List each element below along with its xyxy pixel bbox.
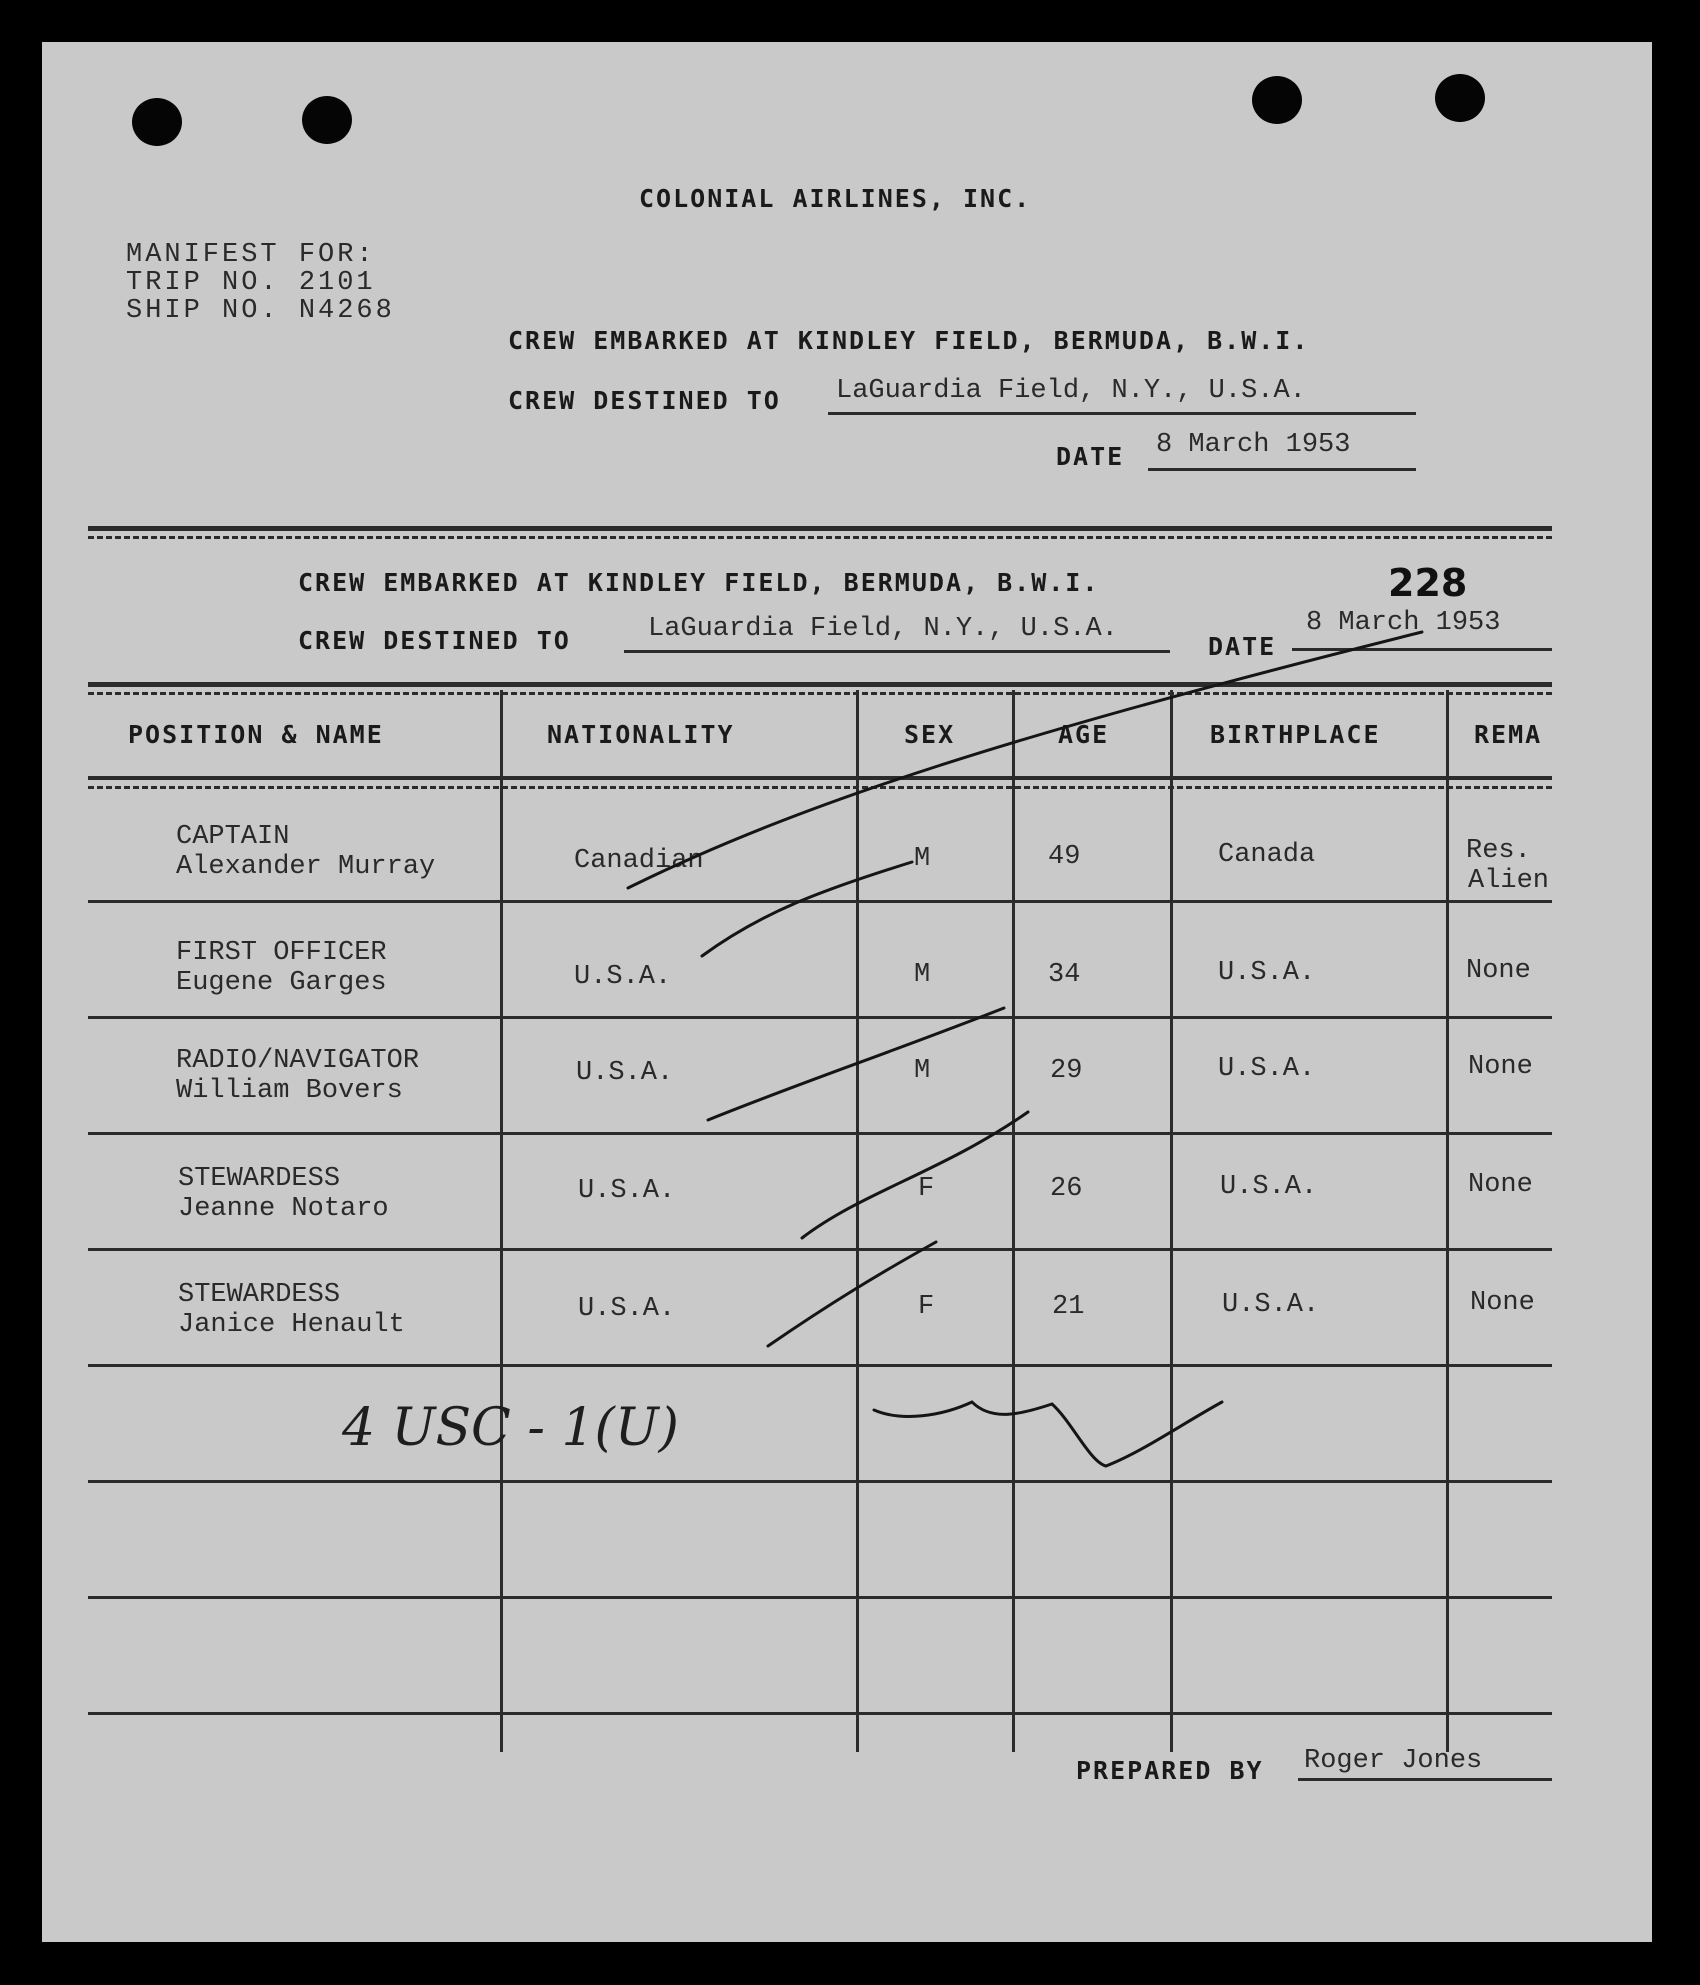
col-position-name: POSITION & NAME — [128, 720, 384, 749]
date-label-second: DATE — [1208, 632, 1277, 661]
row-name: Eugene Garges — [176, 968, 387, 998]
row-position: STEWARDESS — [178, 1280, 341, 1310]
date-top: 8 March 1953 — [1156, 430, 1351, 460]
check-stroke — [708, 1008, 1004, 1120]
col-birthplace: BIRTHPLACE — [1210, 720, 1381, 749]
destined-label-top: CREW DESTINED TO — [508, 386, 781, 415]
destination-top: LaGuardia Field, N.Y., U.S.A. — [836, 376, 1306, 406]
row-position: FIRST OFFICER — [176, 938, 387, 968]
col-age: AGE — [1058, 720, 1110, 749]
row-name: Alexander Murray — [176, 852, 436, 882]
prepared-by-label: PREPARED BY — [1076, 1756, 1264, 1785]
row-position: RADIO/NAVIGATOR — [176, 1046, 420, 1076]
row-name: William Bovers — [176, 1076, 403, 1106]
row-remarks: None — [1470, 1288, 1535, 1318]
date-label-top: DATE — [1056, 442, 1125, 471]
row-remarks: None — [1468, 1170, 1533, 1200]
row-sex: M — [914, 1056, 931, 1086]
check-stroke — [702, 862, 912, 956]
row-remarks: None — [1466, 956, 1531, 986]
destined-label-second: CREW DESTINED TO — [298, 626, 571, 655]
check-stroke — [802, 1112, 1028, 1238]
date-second: 8 March 1953 — [1306, 608, 1501, 638]
row-position: CAPTAIN — [176, 822, 290, 852]
check-stroke — [768, 1242, 936, 1346]
row-age: 34 — [1048, 960, 1081, 990]
row-remarks: Alien — [1468, 866, 1550, 896]
handwritten-checkmarks — [42, 42, 1652, 1942]
col-sex: SEX — [904, 720, 956, 749]
row-nationality: U.S.A. — [578, 1176, 676, 1206]
row-nationality: Canadian — [574, 846, 704, 876]
row-nationality: U.S.A. — [574, 962, 672, 992]
row-sex: F — [918, 1292, 935, 1322]
row-birthplace: U.S.A. — [1220, 1172, 1318, 1202]
trip-number: TRIP NO. 2101 — [126, 268, 376, 298]
manifest-sheet — [42, 42, 1652, 1942]
row-age: 21 — [1052, 1292, 1085, 1322]
row-birthplace: U.S.A. — [1222, 1290, 1320, 1320]
row-birthplace: U.S.A. — [1218, 1054, 1316, 1084]
manifest-label: MANIFEST FOR: — [126, 240, 376, 270]
row-sex: F — [918, 1174, 935, 1204]
prepared-by-name: Roger Jones — [1304, 1746, 1483, 1776]
company-title: COLONIAL AIRLINES, INC. — [639, 184, 1032, 213]
col-nationality: NATIONALITY — [547, 720, 735, 749]
row-birthplace: U.S.A. — [1218, 958, 1316, 988]
signature-stroke — [874, 1402, 1222, 1466]
destination-second: LaGuardia Field, N.Y., U.S.A. — [648, 614, 1118, 644]
row-name: Jeanne Notaro — [178, 1194, 389, 1224]
col-remarks: REMA — [1474, 720, 1543, 749]
row-sex: M — [914, 844, 931, 874]
row-remarks: Res. — [1466, 836, 1531, 866]
ship-number: SHIP NO. N4268 — [126, 296, 395, 326]
row-nationality: U.S.A. — [576, 1058, 674, 1088]
row-position: STEWARDESS — [178, 1164, 341, 1194]
row-age: 29 — [1050, 1056, 1083, 1086]
embarked-at-top: CREW EMBARKED AT KINDLEY FIELD, BERMUDA, B.W.I. — [508, 326, 1310, 355]
row-nationality: U.S.A. — [578, 1294, 676, 1324]
row-age: 49 — [1048, 842, 1081, 872]
handwritten-note: 4 USC - 1(U) — [342, 1398, 679, 1458]
long-diagonal-stroke — [628, 632, 1422, 888]
row-sex: M — [914, 960, 931, 990]
row-age: 26 — [1050, 1174, 1083, 1204]
embarked-at-second: CREW EMBARKED AT KINDLEY FIELD, BERMUDA, B.W.I. — [298, 568, 1100, 597]
row-birthplace: Canada — [1218, 840, 1316, 870]
row-remarks: None — [1468, 1052, 1533, 1082]
stamp-number: 228 — [1388, 561, 1468, 605]
row-name: Janice Henault — [178, 1310, 405, 1340]
